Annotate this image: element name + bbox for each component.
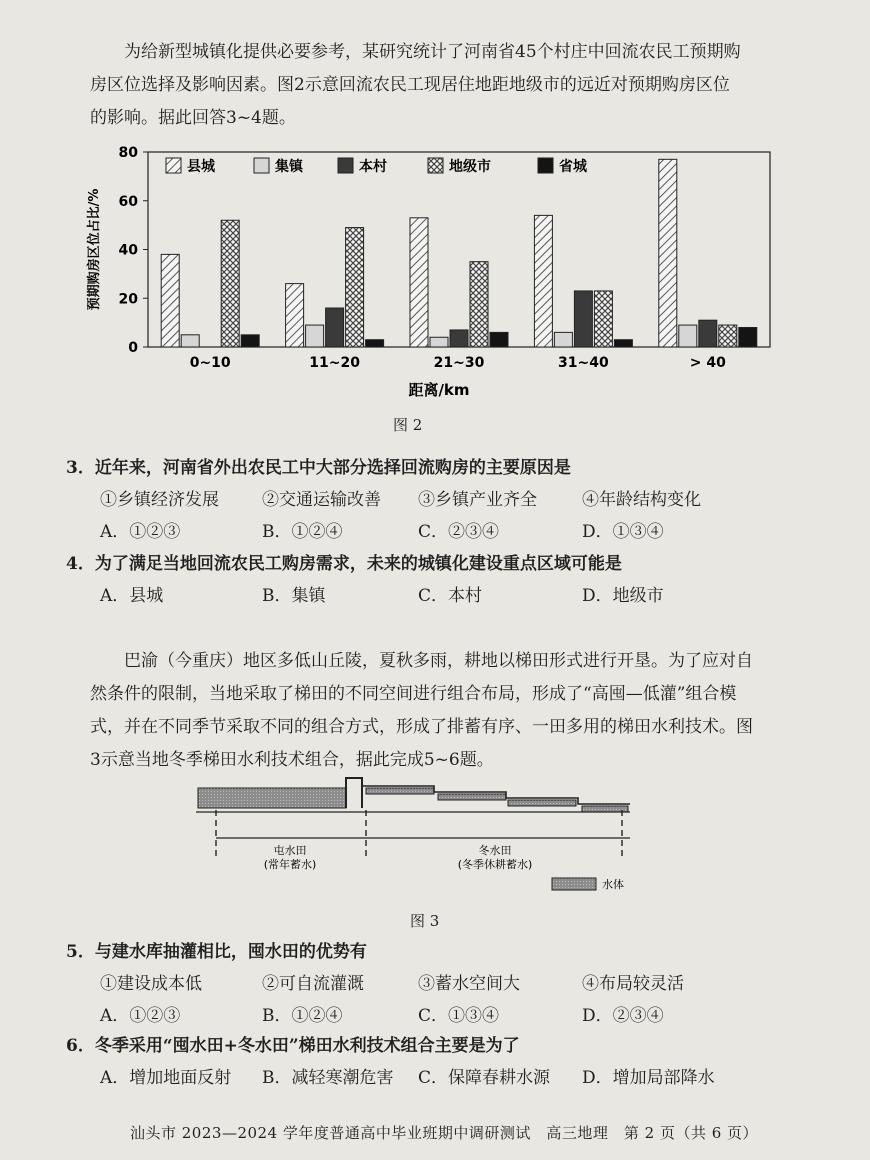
option-row (100, 1062, 780, 1094)
legend-label: 集镇 (275, 159, 303, 175)
bar-本村 (450, 330, 468, 347)
x-tick-label: > 40 (689, 355, 726, 371)
option-a[interactable]: A．①②③ (100, 522, 181, 542)
bar-县城 (534, 215, 552, 347)
y-tick-label: 80 (118, 145, 138, 161)
terrace-water-4 (582, 806, 628, 812)
bar-县城 (286, 284, 304, 347)
legend-label: 地级市 (449, 159, 491, 175)
bar-集镇 (679, 325, 697, 347)
option-d[interactable]: D．①③④ (582, 522, 664, 542)
intro-line: 为给新型城镇化提供必要参考，某研究统计了河南省45个村庄中回流农民工预期购 (124, 42, 741, 62)
bar-县城 (161, 254, 179, 347)
statement-4: ④布局较灵活 (582, 974, 684, 994)
legend-label: 县城 (187, 159, 215, 175)
x-axis-label: 距离/km (408, 381, 470, 399)
terrace-water-1 (366, 788, 434, 794)
option-row (100, 1000, 780, 1032)
legend-swatch-地级市 (428, 158, 443, 173)
option-a[interactable]: A．县城 (100, 586, 164, 606)
option-c[interactable]: C．②③④ (418, 522, 500, 542)
option-d[interactable]: D．②③④ (582, 1006, 664, 1026)
x-tick-label: 11~20 (309, 355, 360, 371)
y-axis-label: 预期购房区位占比/% (87, 188, 102, 311)
reservoir-water-body (198, 788, 346, 808)
option-b[interactable]: B．集镇 (262, 586, 326, 606)
terrace-wall (346, 778, 362, 808)
intro-line: 的影响。据此回答3~4题。 (90, 108, 296, 128)
legend-swatch-集镇 (254, 158, 269, 173)
question-6 (66, 1030, 780, 1094)
statement-2: ②可自流灌溉 (262, 974, 364, 994)
statement-2: ②交通运输改善 (262, 490, 381, 510)
x-tick-label: 21~30 (433, 355, 485, 371)
figure-3-caption: 图 3 (410, 912, 440, 930)
figure-3-terrace-diagram (190, 770, 650, 900)
label-right: 冬水田 (478, 844, 512, 857)
intro-line: 式，并在不同季节采取不同的组合方式，形成了排蓄有序、一田多用的梯田水利技术。图 (90, 717, 753, 737)
question-stem: 5．与建水库抽灌相比，囤水田的优势有 (66, 942, 367, 962)
statement-4: ④年龄结构变化 (582, 490, 701, 510)
label-right-sub: (冬季休耕蓄水) (457, 858, 533, 871)
statement-1: ①乡镇经济发展 (100, 490, 219, 510)
intro-line: 房区位选择及影响因素。图2示意回流农民工现居住地距地级市的远近对预期购房区位 (90, 75, 730, 95)
question-5 (66, 936, 780, 1032)
x-tick-label: 31~40 (558, 355, 609, 371)
label-left-sub: (常年蓄水) (263, 858, 317, 871)
legend-water-swatch (552, 878, 596, 890)
question-3 (66, 452, 780, 548)
statement-row (100, 484, 780, 516)
legend-swatch-省城 (538, 158, 553, 173)
x-tick-label: 0~10 (189, 355, 231, 371)
figure-2-bar-chart (80, 140, 780, 400)
legend-swatch-县城 (166, 158, 181, 173)
bar-地级市 (594, 291, 612, 347)
intro-paragraph-3-4 (90, 36, 770, 135)
option-b[interactable]: B．①②④ (262, 522, 343, 542)
question-stem: 4．为了满足当地回流农民工购房需求，未来的城镇化建设重点区域可能是 (66, 554, 622, 574)
option-a[interactable]: A．①②③ (100, 1006, 181, 1026)
intro-line: 然条件的限制，当地采取了梯田的不同空间进行组合布局，形成了“高囤—低灌”组合模 (90, 684, 737, 704)
option-b[interactable]: B．减轻寒潮危害 (262, 1068, 394, 1088)
y-tick-label: 60 (118, 193, 138, 210)
y-tick-label: 40 (118, 242, 138, 259)
question-stem: 3．近年来，河南省外出农民工中大部分选择回流购房的主要原因是 (66, 458, 571, 478)
option-row (100, 580, 780, 612)
legend-label: 本村 (359, 159, 387, 175)
option-c[interactable]: C．本村 (418, 586, 483, 606)
intro-paragraph-5-6 (90, 645, 770, 777)
bar-本村 (574, 291, 592, 347)
intro-line: 巴渝（今重庆）地区多低山丘陵，夏秋多雨，耕地以梯田形式进行开垦。为了应对自 (124, 651, 753, 671)
bar-省城 (241, 335, 259, 347)
question-stem: 6．冬季采用“囤水田+冬水田”梯田水利技术组合主要是为了 (66, 1036, 520, 1056)
y-tick-label: 0 (128, 340, 138, 356)
bar-地级市 (719, 325, 737, 347)
option-row (100, 516, 780, 548)
bar-省城 (490, 332, 508, 347)
bar-本村 (326, 308, 344, 347)
terrace-water-3 (508, 800, 576, 806)
option-c[interactable]: C．保障春耕水源 (418, 1068, 551, 1088)
bar-地级市 (470, 262, 488, 347)
bar-地级市 (346, 228, 364, 347)
statement-1: ①建设成本低 (100, 974, 202, 994)
page-footer: 汕头市 2023—2024 学年度普通高中毕业班期中调研测试 高三地理 第 2 页（共 6 页） (130, 1124, 759, 1142)
legend-swatch-本村 (338, 158, 353, 173)
bar-县城 (659, 159, 677, 347)
option-d[interactable]: D．增加局部降水 (582, 1068, 715, 1088)
statement-row (100, 968, 780, 1000)
bar-本村 (699, 320, 717, 347)
bar-集镇 (306, 325, 324, 347)
bar-集镇 (554, 332, 572, 347)
option-d[interactable]: D．地级市 (582, 586, 664, 606)
bar-省城 (614, 340, 632, 347)
y-tick-label: 20 (118, 291, 138, 308)
option-b[interactable]: B．①②④ (262, 1006, 343, 1026)
question-4 (66, 548, 780, 612)
bar-省城 (366, 340, 384, 347)
figure-2-caption: 图 2 (393, 416, 423, 434)
bar-地级市 (221, 220, 239, 347)
bar-省城 (739, 328, 757, 348)
bar-集镇 (181, 335, 199, 347)
terrace-water-2 (438, 794, 506, 800)
intro-line: 3示意当地冬季梯田水利技术组合，据此完成5~6题。 (90, 750, 494, 770)
option-a[interactable]: A．增加地面反射 (100, 1068, 232, 1088)
statement-3: ③蓄水空间大 (418, 974, 520, 994)
statement-3: ③乡镇产业齐全 (418, 490, 537, 510)
bar-集镇 (430, 337, 448, 347)
label-left: 屯水田 (273, 844, 307, 857)
bar-县城 (410, 218, 428, 347)
option-c[interactable]: C．①③④ (418, 1006, 500, 1026)
legend-water-label: 水体 (602, 878, 624, 891)
legend-label: 省城 (559, 159, 587, 175)
